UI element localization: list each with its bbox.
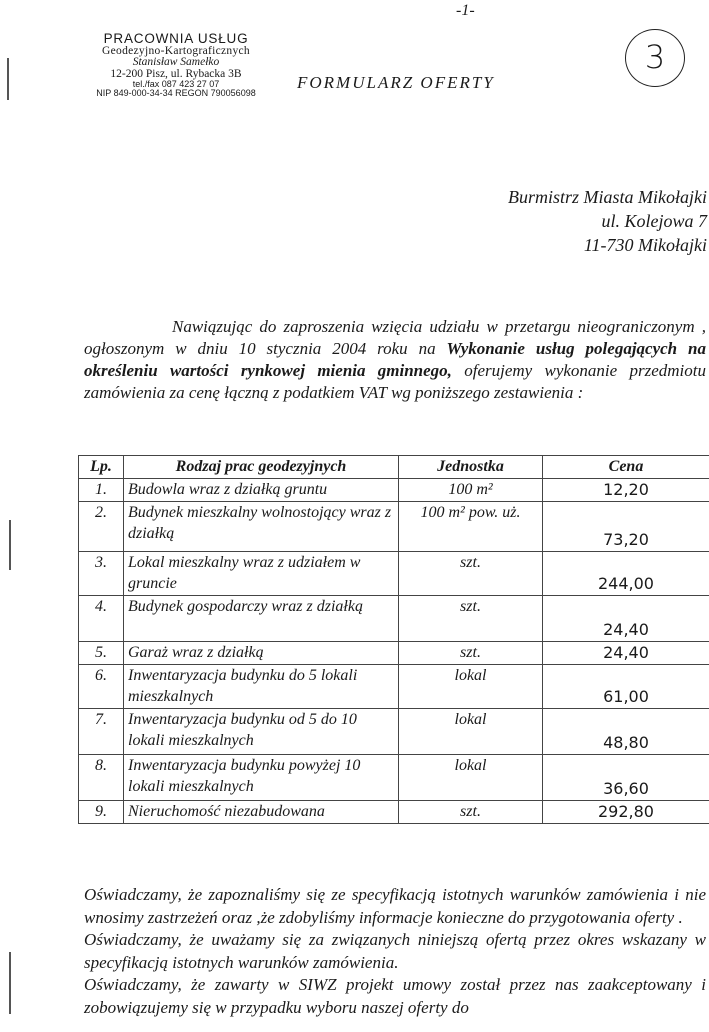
cell-unit: lokal xyxy=(399,709,543,755)
header-price: Cena xyxy=(543,456,709,479)
intro-subject: Wykonanie usług polegających na określeniu wartości rynkowej mienia gminnego, xyxy=(84,339,707,380)
recipient-city: 11-730 Mikołajki xyxy=(583,235,707,255)
company-owner: Stanisław Samełko xyxy=(132,56,220,68)
cell-lp: 1. xyxy=(79,479,124,502)
recipient-name: Burmistrz Miasta Mikołajki xyxy=(508,187,707,207)
cell-lp: 9. xyxy=(79,801,124,824)
declarations xyxy=(84,884,706,1019)
handwritten-circled-number xyxy=(625,29,685,87)
table-row xyxy=(79,665,709,709)
declaration-paragraph: Oświadczamy, że zawarty w SIWZ projekt umowy został przez nas zaakceptowany i zobowiązujemy się w przypadku wyboru naszej oferty do xyxy=(84,975,706,1017)
cell-unit: szt. xyxy=(399,801,543,824)
intro-text-continued: oferujemy wykonanie przedmiotu zamówienia za cenę łączną z podatkiem VAT wg poniższego zestawienia : xyxy=(84,361,706,402)
cell-work-type: Budynek gospodarczy wraz z działką xyxy=(124,596,399,642)
cell-price: 61,00 xyxy=(543,665,709,709)
cell-work-type: Inwentaryzacja budynku od 5 do 10 lokali mieszkalnych xyxy=(124,709,399,755)
table-row xyxy=(79,801,709,824)
cell-price: 24,40 xyxy=(543,642,709,665)
cell-work-type: Budowla wraz z działką gruntu xyxy=(124,479,399,502)
cell-work-type: Garaż wraz z działką xyxy=(124,642,399,665)
cell-unit: lokal xyxy=(399,755,543,801)
cell-lp: 5. xyxy=(79,642,124,665)
margin-mark xyxy=(7,58,9,100)
company-address: 12-200 Pisz, ul. Rybacka 3B xyxy=(110,67,242,80)
table-header-row xyxy=(79,456,709,479)
company-phone: tel./fax 087 423 27 07 xyxy=(132,79,220,89)
declaration-paragraph: Oświadczamy, że zapoznaliśmy się ze specyfikacją istotnych warunków zamówienia i nie wnosimy zastrzeżeń oraz ,że zdobyliśmy informacje konieczne do przygotowania oferty . xyxy=(84,885,706,927)
intro-paragraph xyxy=(84,316,706,404)
table-row xyxy=(79,552,709,596)
margin-mark xyxy=(9,520,11,570)
company-tax-ids: NIP 849-000-34-34 REGON 790056098 xyxy=(96,88,256,98)
cell-price: 12,20 xyxy=(543,479,709,502)
cell-unit: lokal xyxy=(399,665,543,709)
cell-work-type: Inwentaryzacja budynku powyżej 10 lokali mieszkalnych xyxy=(124,755,399,801)
cell-lp: 8. xyxy=(79,755,124,801)
cell-price: 244,00 xyxy=(543,552,709,596)
cell-lp: 2. xyxy=(79,502,124,552)
table-row xyxy=(79,755,709,801)
table-row xyxy=(79,642,709,665)
circled-number-text: 3 xyxy=(644,38,666,76)
cell-work-type: Nieruchomość niezabudowana xyxy=(124,801,399,824)
cell-lp: 4. xyxy=(79,596,124,642)
cell-unit: szt. xyxy=(399,552,543,596)
table-row xyxy=(79,479,709,502)
table-row xyxy=(79,596,709,642)
cell-work-type: Lokal mieszkalny wraz z udziałem w gruncie xyxy=(124,552,399,596)
header-lp: Lp. xyxy=(79,456,124,479)
cell-unit: szt. xyxy=(399,642,543,665)
cell-unit: 100 m² xyxy=(399,479,543,502)
header-unit: Jednostka xyxy=(399,456,543,479)
header-work-type: Rodzaj prac geodezyjnych xyxy=(124,456,399,479)
table-row xyxy=(79,502,709,552)
cell-price: 24,40 xyxy=(543,596,709,642)
cell-price: 73,20 xyxy=(543,502,709,552)
company-name: PRACOWNIA USŁUG xyxy=(103,31,249,46)
cell-price: 292,80 xyxy=(543,801,709,824)
cell-lp: 7. xyxy=(79,709,124,755)
company-letterhead xyxy=(66,32,286,98)
margin-mark xyxy=(9,952,11,1014)
form-title: FORMULARZ OFERTY xyxy=(297,73,495,92)
cell-lp: 3. xyxy=(79,552,124,596)
cell-unit: szt. xyxy=(399,596,543,642)
cell-unit: 100 m² pow. uż. xyxy=(399,502,543,552)
cell-lp: 6. xyxy=(79,665,124,709)
table-row xyxy=(79,709,709,755)
cell-work-type: Inwentaryzacja budynku do 5 lokali mieszkalnych xyxy=(124,665,399,709)
page-number: -1- xyxy=(456,2,475,19)
declaration-paragraph: Oświadczamy, że uważamy się za związanych niniejszą ofertą przez okres wskazany w specyfikacją istotnych warunków zamówienia. xyxy=(84,930,706,972)
recipient-street: ul. Kolejowa 7 xyxy=(601,211,707,231)
cell-work-type: Budynek mieszkalny wolnostojący wraz z działką xyxy=(124,502,399,552)
intro-text: Nawiązując do zaproszenia wzięcia udziału w przetargu nieograniczonym , ogłoszonym w dniu 10 stycznia 2004 roku na xyxy=(84,317,706,358)
cell-price: 48,80 xyxy=(543,709,709,755)
company-subtitle: Geodezyjno-Kartograficznych xyxy=(102,44,250,57)
cell-price: 36,60 xyxy=(543,755,709,801)
recipient-address xyxy=(508,185,707,257)
offer-table xyxy=(78,455,709,824)
